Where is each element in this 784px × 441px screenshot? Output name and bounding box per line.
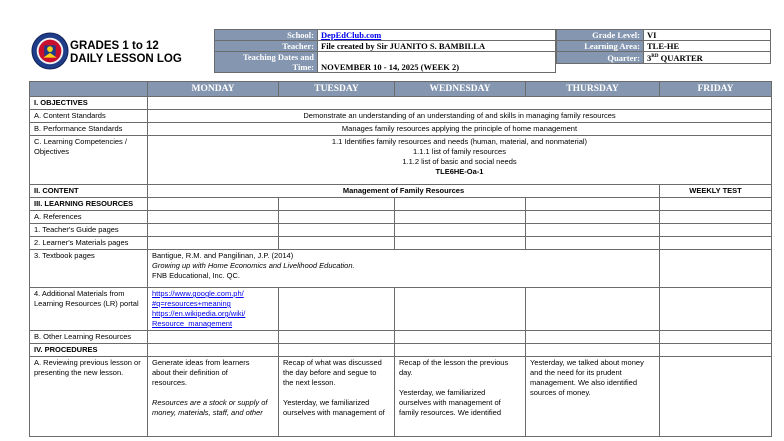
- google-link-cont[interactable]: #q=resources+meaning: [152, 299, 231, 308]
- thursday-review: Yesterday, we talked about money and the need for its prudent management. We also identified sources of money.: [526, 357, 660, 437]
- references-label: A. References: [30, 211, 148, 224]
- resource-links: [148, 288, 279, 331]
- day-tuesday: TUESDAY: [279, 82, 395, 97]
- grade-label: Grade Level:: [557, 30, 644, 41]
- table-row: [30, 250, 772, 288]
- competency-code: TLE6HE-Oa-1: [435, 167, 484, 176]
- dates-label: Teaching Dates and Time:: [215, 52, 318, 73]
- area-label: Learning Area:: [557, 41, 644, 52]
- info-table-left: [214, 29, 556, 73]
- performance-standards-label: B. Performance Standards: [30, 123, 148, 136]
- table-row: [30, 357, 772, 437]
- table-row: [30, 136, 772, 185]
- wednesday-review: Recap of the lesson the previous day. Yesterday, we familiarized ourselves with management of family resources. We identified: [395, 357, 526, 437]
- wikipedia-link[interactable]: https://en.wikipedia.org/wiki/: [152, 309, 246, 318]
- additional-materials-label: 4. Additional Materials from Learning Resources (LR) portal: [30, 288, 148, 331]
- day-header-row: [30, 82, 772, 97]
- weekly-test: WEEKLY TEST: [660, 185, 772, 198]
- document-title: GRADES 1 to 12 DAILY LESSON LOG: [70, 40, 182, 65]
- table-row: [30, 185, 772, 198]
- lesson-log-table: [29, 81, 772, 437]
- content-standards-label: A. Content Standards: [30, 110, 148, 123]
- table-row: [30, 97, 772, 110]
- learning-resources-heading: III. LEARNING RESOURCES: [30, 198, 148, 211]
- day-monday: MONDAY: [148, 82, 279, 97]
- table-row: [30, 123, 772, 136]
- info-table-right: [556, 29, 771, 64]
- dates-value: NOVEMBER 10 - 14, 2025 (WEEK 2): [318, 52, 556, 73]
- textbook-label: 3. Textbook pages: [30, 250, 148, 288]
- grade-value: VI: [644, 30, 771, 41]
- table-row: [30, 344, 772, 357]
- other-resources-label: B. Other Learning Resources: [30, 331, 148, 344]
- competencies-text: 1.1 Identifies family resources and needs (human, material, and nonmaterial) 1.1.1 list of family resources 1.1.2 list of basic and social needs TLE6HE-Oa-1: [148, 136, 772, 185]
- table-row: [30, 211, 772, 224]
- day-friday: FRIDAY: [660, 82, 772, 97]
- day-wednesday: WEDNESDAY: [395, 82, 526, 97]
- table-row: [30, 224, 772, 237]
- area-value: TLE-HE: [644, 41, 771, 52]
- quarter-value: 3RD QUARTER: [644, 52, 771, 64]
- performance-standards-text: Manages family resources applying the principle of home management: [148, 123, 772, 136]
- teacher-value: File created by Sir JUANITO S. BAMBILLA: [318, 41, 556, 52]
- content-heading: II. CONTENT: [30, 185, 148, 198]
- reviewing-label: A. Reviewing previous lesson or presenting the new lesson.: [30, 357, 148, 437]
- tuesday-review: Recap of what was discussed the day before and segue to the next lesson. Yesterday, we familiarized ourselves with management of: [279, 357, 395, 437]
- wikipedia-link-cont[interactable]: Resource_management: [152, 319, 233, 328]
- table-row: [30, 331, 772, 344]
- objectives-heading: I. OBJECTIVES: [30, 97, 148, 110]
- competencies-label: C. Learning Competencies / Objectives: [30, 136, 148, 185]
- table-row: [30, 237, 772, 250]
- day-thursday: THURSDAY: [526, 82, 660, 97]
- deped-seal-icon: [31, 32, 69, 70]
- learners-materials-label: 2. Learner's Materials pages: [30, 237, 148, 250]
- teacher-label: Teacher:: [215, 41, 318, 52]
- school-link[interactable]: DepEdClub.com: [318, 30, 556, 41]
- monday-review: Generate ideas from learners about their definition of resources. Resources are a stock or supply of money, materials, staff, and other: [148, 357, 279, 437]
- procedures-heading: IV. PROCEDURES: [30, 344, 148, 357]
- table-row: [30, 110, 772, 123]
- teachers-guide-label: 1. Teacher's Guide pages: [30, 224, 148, 237]
- google-link[interactable]: https://www.google.com.ph/: [152, 289, 244, 298]
- content-standards-text: Demonstrate an understanding of an understanding of and skills in managing family resources: [148, 110, 772, 123]
- table-row: [30, 288, 772, 331]
- header: [28, 29, 771, 75]
- table-row: [30, 198, 772, 211]
- textbook-reference: Bantigue, R.M. and Pangilinan, J.P. (2014) Growing up with Home Economics and Livelihood Education. FNB Educational, Inc. QC.: [148, 250, 660, 288]
- school-label: School:: [215, 30, 318, 41]
- quarter-label: Quarter:: [557, 52, 644, 64]
- content-text: Management of Family Resources: [148, 185, 660, 198]
